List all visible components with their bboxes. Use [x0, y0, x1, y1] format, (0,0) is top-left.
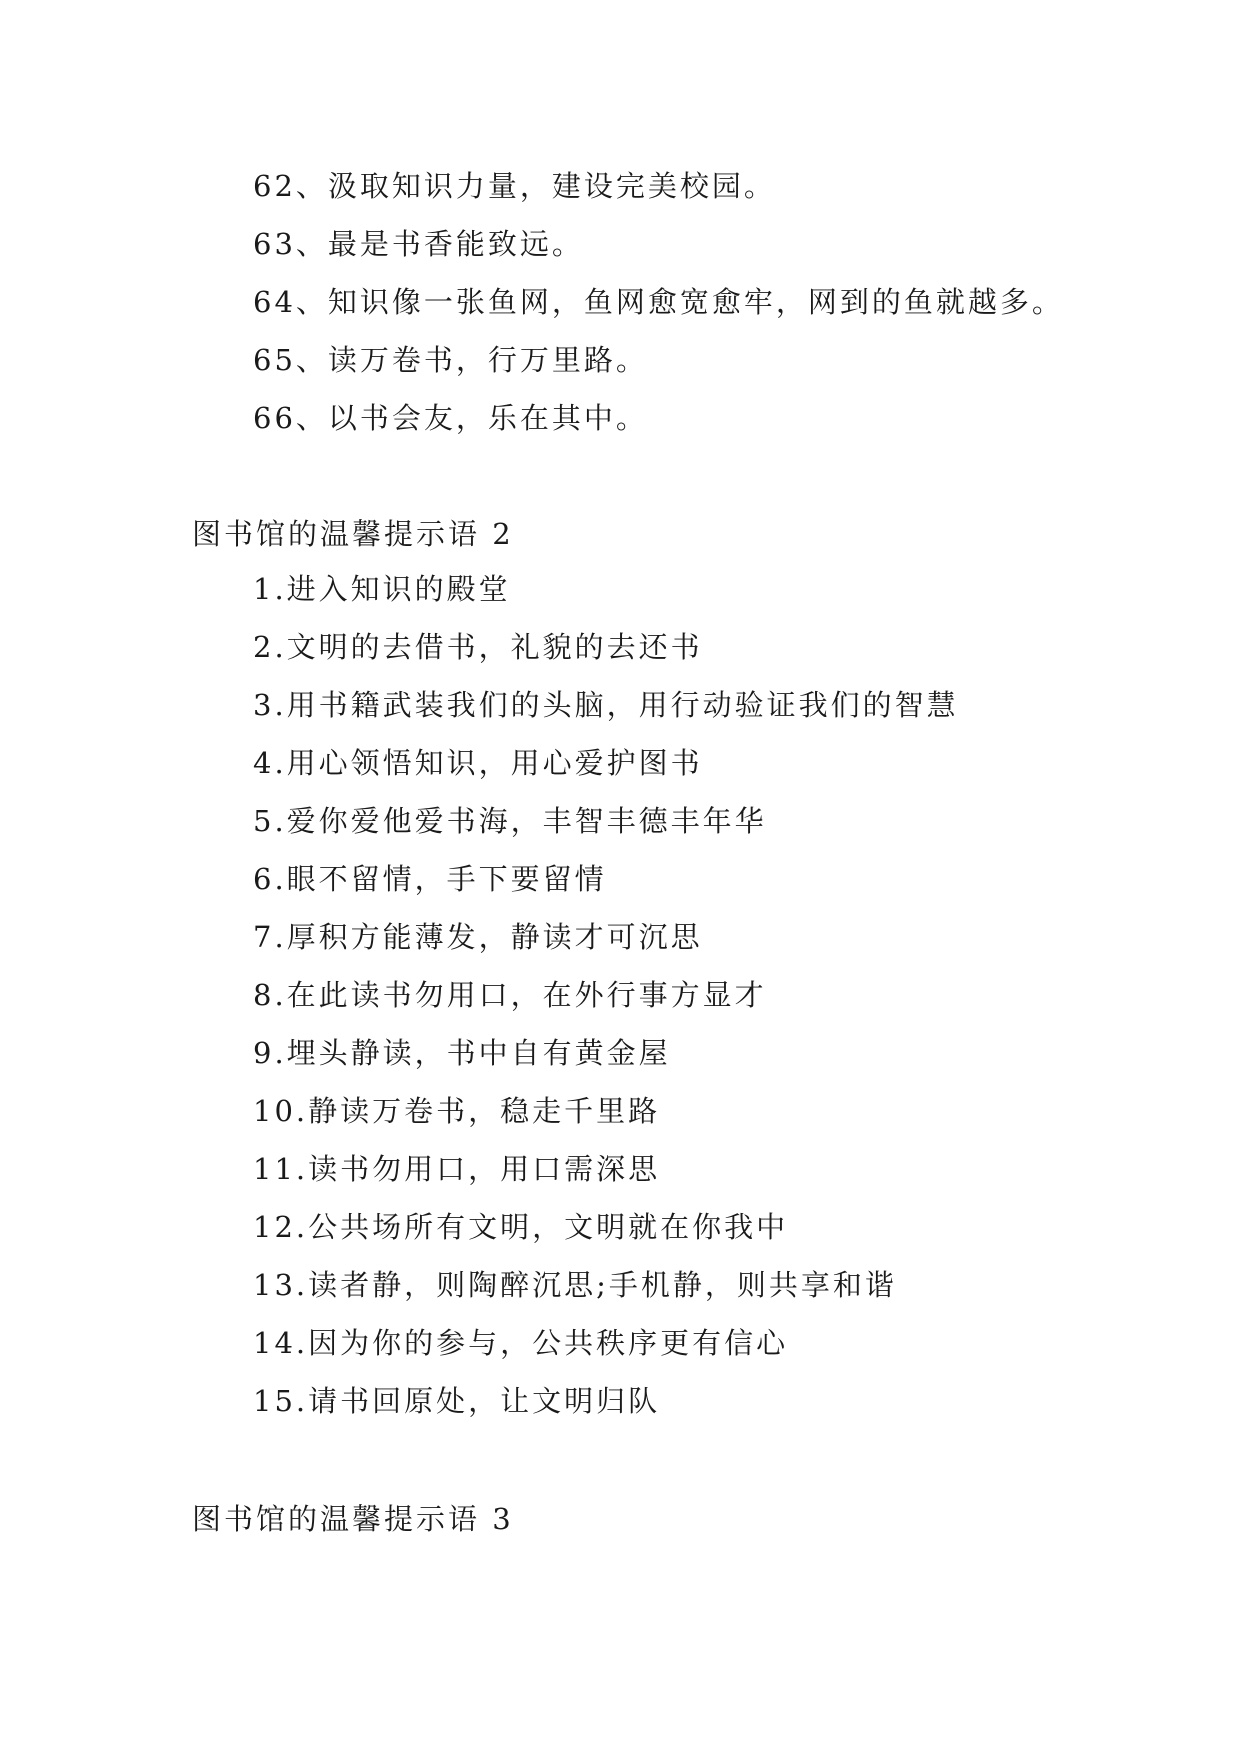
list-item: 1.进入知识的殿堂 — [253, 572, 511, 606]
list-item: 5.爱你爱他爱书海，丰智丰德丰年华 — [253, 804, 767, 838]
slogan-list-continued — [253, 157, 1153, 447]
list-item: 7.厚积方能薄发，静读才可沉思 — [253, 920, 703, 954]
list-item: 62、汲取知识力量，建设完美校园。 — [253, 169, 776, 203]
list-item: 15.请书回原处，让文明归队 — [253, 1384, 661, 1418]
list-item: 3.用书籍武装我们的头脑，用行动验证我们的智慧 — [253, 688, 959, 722]
list-item: 14.因为你的参与，公共秩序更有信心 — [253, 1326, 789, 1360]
list-item: 12.公共场所有文明，文明就在你我中 — [253, 1210, 789, 1244]
list-item: 64、知识像一张鱼网，鱼网愈宽愈牢，网到的鱼就越多。 — [253, 285, 1064, 319]
list-item: 4.用心领悟知识，用心爱护图书 — [253, 746, 703, 780]
list-item: 63、最是书香能致远。 — [253, 227, 584, 261]
list-item: 65、读万卷书，行万里路。 — [253, 343, 648, 377]
list-item: 2.文明的去借书，礼貌的去还书 — [253, 630, 703, 664]
list-item: 13.读者静，则陶醉沉思;手机静，则共享和谐 — [253, 1268, 897, 1302]
list-item: 9.埋头静读，书中自有黄金屋 — [253, 1036, 671, 1070]
list-item: 10.静读万卷书，稳走千里路 — [253, 1094, 661, 1128]
section-heading-3: 图书馆的温馨提示语 3 — [192, 1502, 514, 1536]
list-item: 6.眼不留情，手下要留情 — [253, 862, 607, 896]
slogan-list-2 — [253, 560, 1153, 1430]
list-item: 8.在此读书勿用口，在外行事方显才 — [253, 978, 767, 1012]
section-heading-2: 图书馆的温馨提示语 2 — [192, 517, 514, 551]
list-item: 11.读书勿用口，用口需深思 — [253, 1152, 661, 1186]
list-item: 66、以书会友，乐在其中。 — [253, 401, 648, 435]
